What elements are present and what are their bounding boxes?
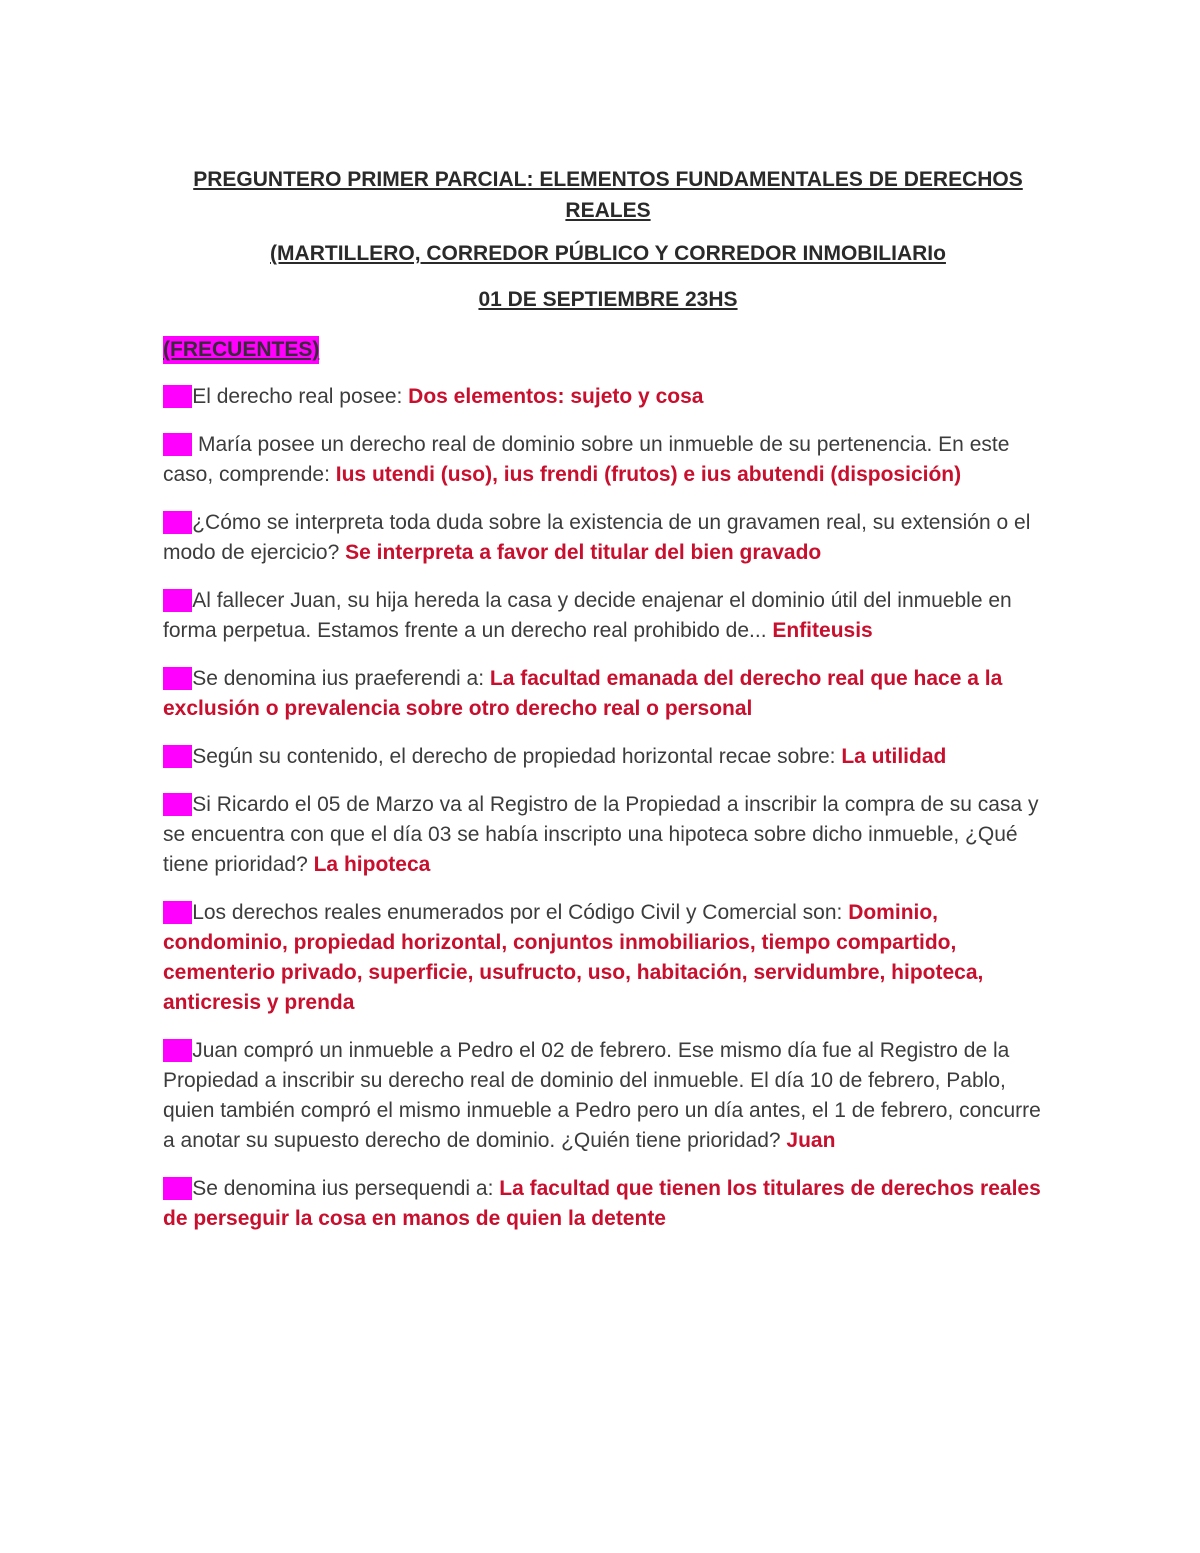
question-item: [163, 430, 1053, 490]
question-number: 1.1: [163, 1039, 193, 1062]
question-text: Según su contenido, el derecho de propiedad horizontal recae sobre:: [192, 745, 842, 768]
question-item: [163, 382, 1053, 412]
question-answer: Enfiteusis: [772, 619, 873, 642]
question-list: [163, 382, 1053, 1234]
question-number: 1.1: [163, 745, 193, 768]
document-subtitle: (MARTILLERO, CORREDOR PÚBLICO Y CORREDOR INMOBILIARIo: [270, 242, 946, 265]
question-text: Se denomina ius praeferendi a:: [192, 667, 490, 690]
question-number: 1.1: [163, 511, 193, 534]
question-text: El derecho real posee:: [192, 385, 409, 408]
question-item: [163, 790, 1053, 880]
question-item: [163, 1174, 1053, 1234]
question-answer: La utilidad: [841, 745, 947, 768]
section-label: (FRECUENTES): [163, 336, 319, 364]
question-text: Juan compró un inmueble a Pedro el 02 de febrero. Ese mismo día fue al Registro de la Propiedad a inscribir su derecho real de dominio del inmueble. El día 10 de febrero, Pablo, quien también compró el mismo inmueble a Pedro pero un día antes, el 1 de febrero, concurre a anotar su supuesto derecho de dominio. ¿Quién tiene prioridad?: [163, 1039, 1041, 1152]
question-item: [163, 742, 1053, 772]
question-answer: La hipoteca: [313, 853, 431, 876]
question-answer: La facultad emanada del derecho real que hace a la exclusión o prevalencia sobre otro derecho real o personal: [163, 667, 1003, 720]
question-number: 1.1: [163, 385, 193, 408]
question-answer: La facultad que tienen los titulares de derechos reales de perseguir la cosa en manos de quien la detente: [163, 1177, 1041, 1230]
document-date: 01 DE SEPTIEMBRE 23HS: [478, 288, 738, 311]
question-number: 1.1: [163, 1177, 193, 1200]
question-number: 1.1: [163, 589, 193, 612]
question-answer: Ius utendi (uso), ius frendi (frutos) e ius abutendi (disposición): [335, 463, 962, 486]
question-answer: Dos elementos: sujeto y cosa: [408, 385, 704, 408]
question-number: 1.1: [163, 793, 193, 816]
question-text: ¿Cómo se interpreta toda duda sobre la existencia de un gravamen real, su extensión o el modo de ejercicio?: [163, 511, 1031, 564]
question-item: [163, 586, 1053, 646]
section-heading: [163, 314, 1053, 364]
question-number: 1.1: [163, 433, 193, 456]
question-answer: Juan: [786, 1129, 836, 1152]
document-page: [163, 164, 1053, 1234]
question-number: 1.1: [163, 667, 193, 690]
document-title: PREGUNTERO PRIMER PARCIAL: ELEMENTOS FUNDAMENTALES DE DERECHOS REALES: [193, 168, 1023, 222]
question-item: [163, 1036, 1053, 1156]
question-item: [163, 664, 1053, 724]
question-answer: Dominio, condominio, propiedad horizontal, conjuntos inmobiliarios, tiempo compartido, cementerio privado, superficie, usufructo, uso, habitación, servidumbre, hipoteca, anticresis y prenda: [163, 901, 984, 1014]
question-item: [163, 898, 1053, 1018]
question-item: [163, 508, 1053, 568]
question-text: Al fallecer Juan, su hija hereda la casa y decide enajenar el dominio útil del inmueble en forma perpetua. Estamos frente a un derecho real prohibido de...: [163, 589, 1012, 642]
question-number: 1.1: [163, 901, 193, 924]
question-text: María posee un derecho real de dominio sobre un inmueble de su pertenencia. En este caso, comprende:: [163, 433, 1010, 486]
question-text: Si Ricardo el 05 de Marzo va al Registro de la Propiedad a inscribir la compra de su casa y se encuentra con que el día 03 se había inscripto una hipoteca sobre dicho inmueble, ¿Qué tiene prioridad?: [163, 793, 1039, 876]
question-text: Los derechos reales enumerados por el Código Civil y Comercial son:: [192, 901, 849, 924]
question-text: Se denomina ius persequendi a:: [192, 1177, 500, 1200]
question-answer: Se interpreta a favor del titular del bien gravado: [345, 541, 822, 564]
